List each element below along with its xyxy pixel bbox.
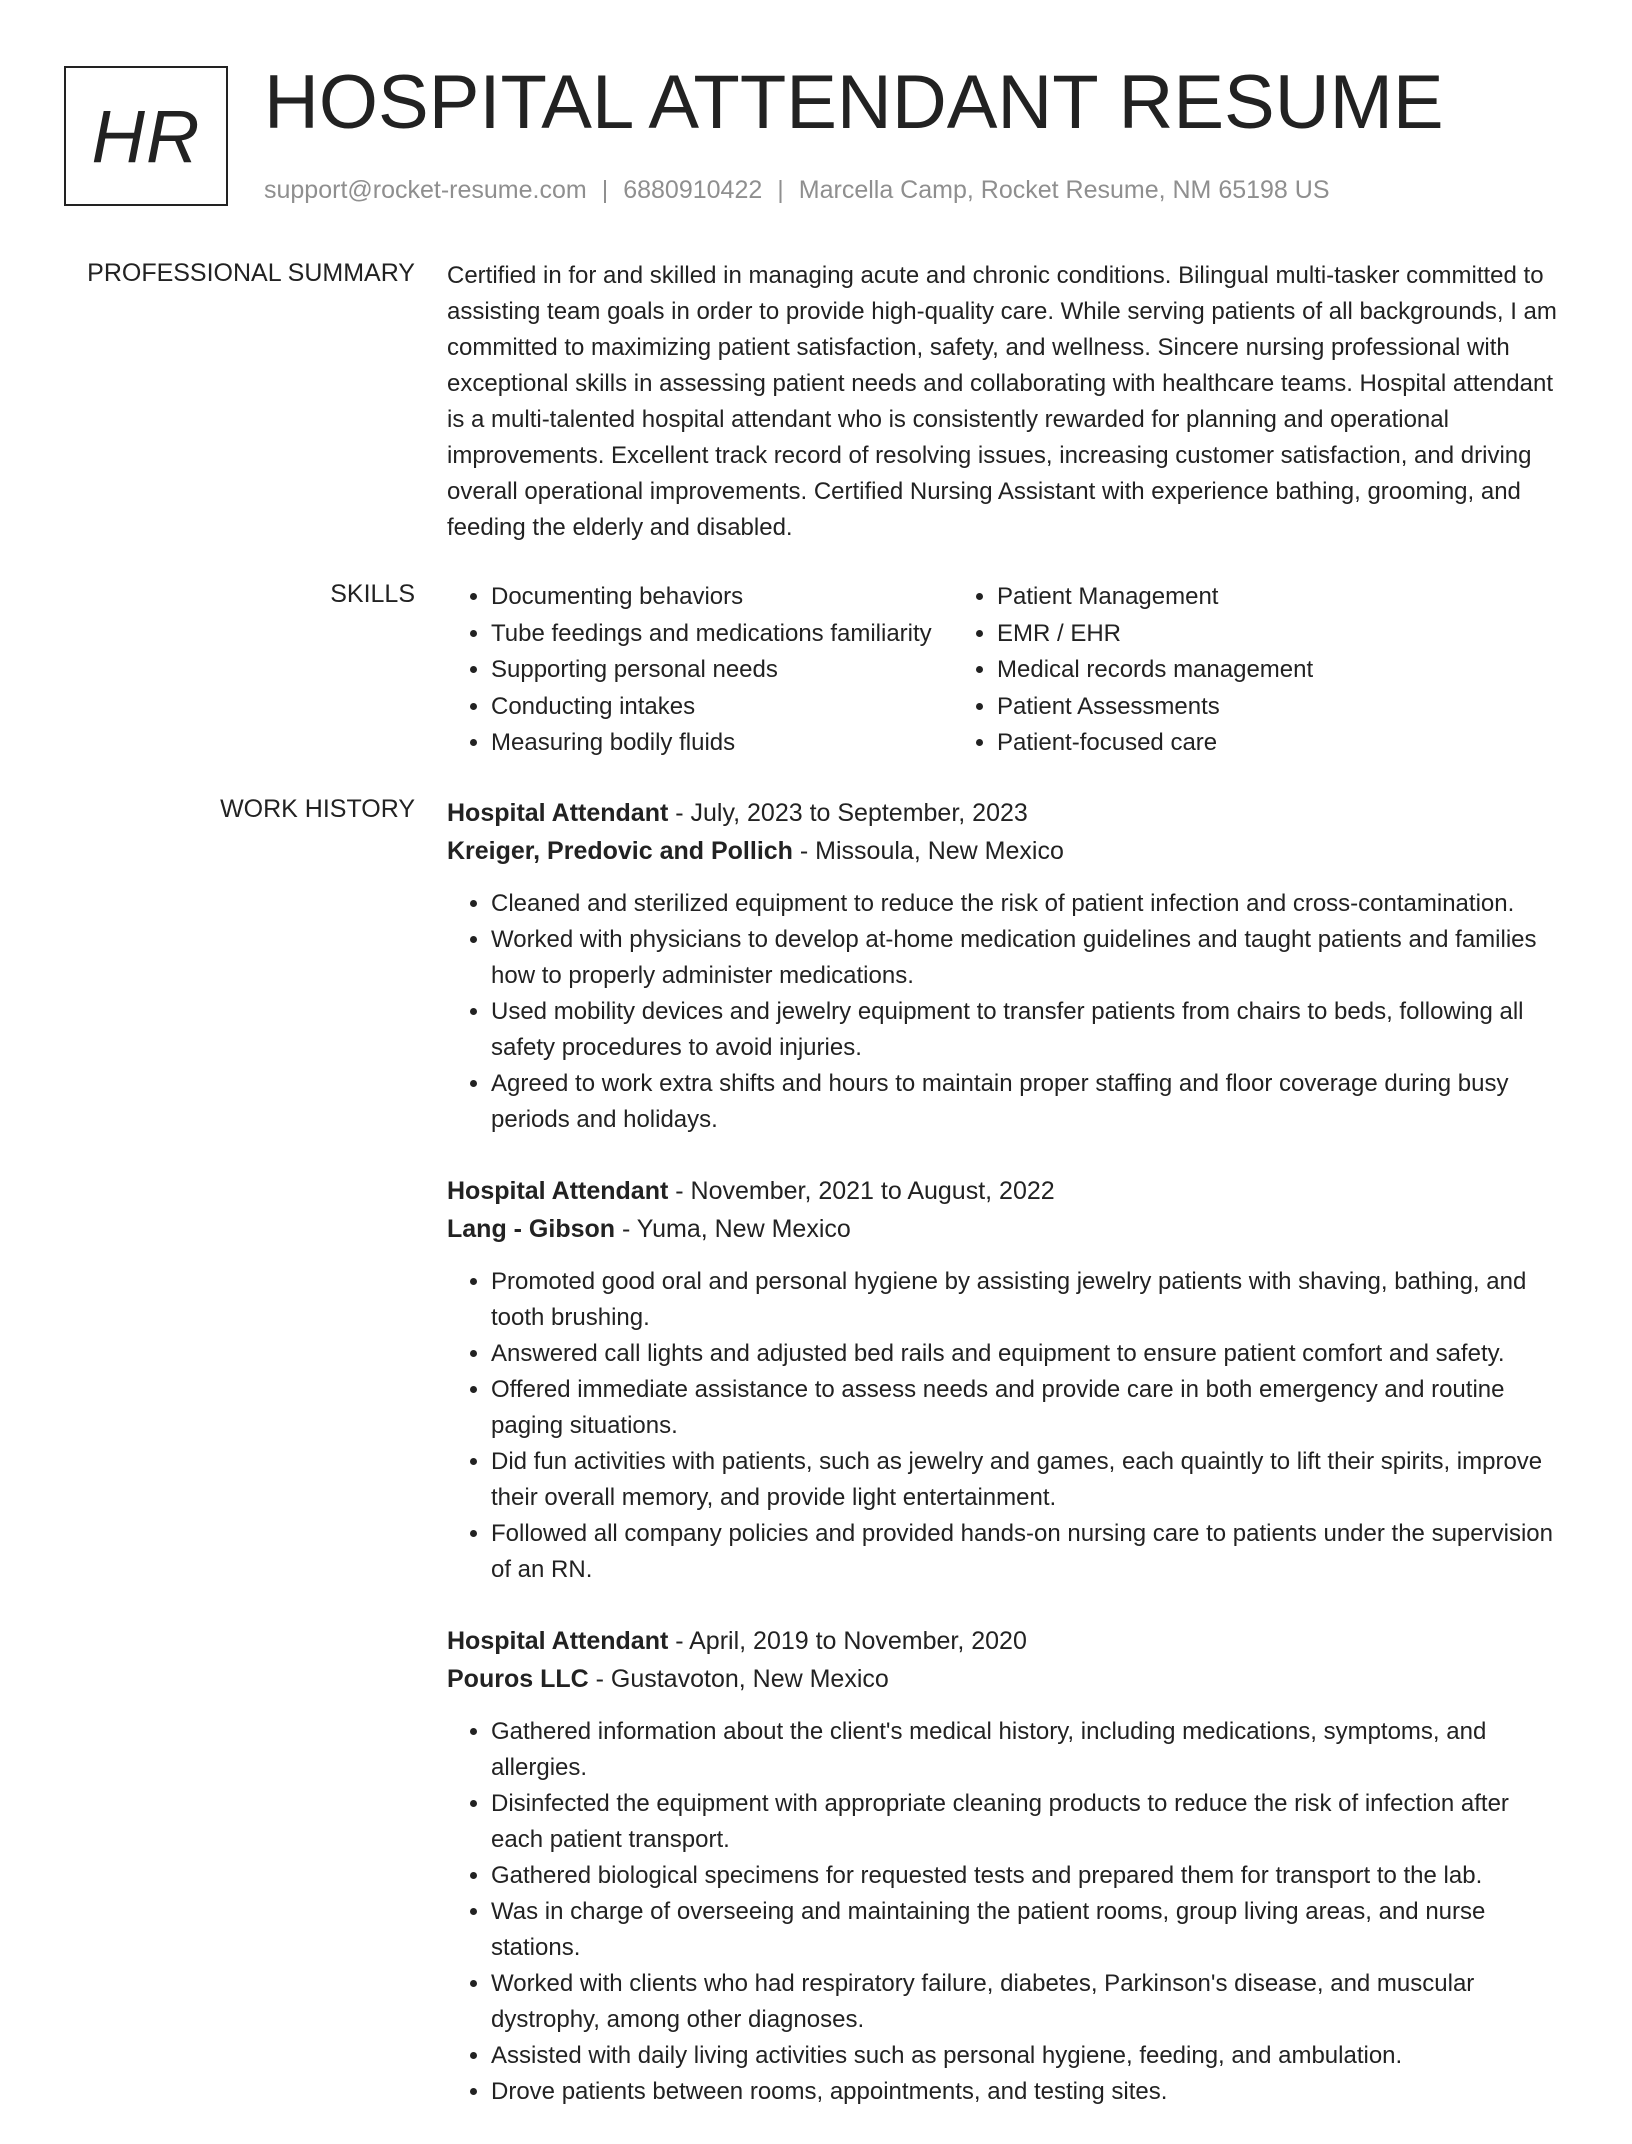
skill-item: • Tube feedings and medications familiarity [491, 616, 953, 653]
skill-item: • Measuring bodily fluids [491, 725, 953, 762]
job-bullet: • Offered immediate assistance to assess needs and provide care in both emergency and routine paging situations. [491, 1372, 1567, 1444]
job-company: Pouros LLC [447, 1665, 589, 1693]
contact-phone: 6880910422 [623, 176, 763, 204]
job-location: - Gustavoton, New Mexico [588, 1665, 889, 1693]
skill-item: • Documenting behaviors [491, 579, 953, 616]
job-bullet: • Agreed to work extra shifts and hours to maintain proper staffing and floor coverage during busy periods and holidays. [491, 1066, 1567, 1138]
skills-grid [447, 579, 1567, 762]
job-bullet: • Used mobility devices and jewelry equipment to transfer patients from chairs to beds, following all safety procedures to avoid injuries. [491, 994, 1567, 1066]
skill-item: • Patient Management [997, 579, 1313, 616]
contact-separator: | [601, 176, 609, 204]
job-entry [447, 794, 1567, 1138]
job-bullet: • Followed all company policies and provided hands-on nursing care to patients under the supervision of an RN. [491, 1516, 1567, 1588]
job-bullet-list [447, 1714, 1567, 2110]
job-title-line [447, 1622, 1567, 1660]
work-history-heading: WORK HISTORY [220, 795, 415, 823]
job-entry [447, 1172, 1567, 1588]
job-title: Hospital Attendant [447, 1177, 669, 1205]
resume-title: HOSPITAL ATTENDANT RESUME [264, 60, 1444, 145]
job-bullet: • Worked with physicians to develop at-home medication guidelines and taught patients and families how to properly administer medications. [491, 922, 1567, 994]
job-bullet-list [447, 886, 1567, 1138]
job-bullet: • Promoted good oral and personal hygiene by assisting jewelry patients with shaving, bathing, and tooth brushing. [491, 1264, 1567, 1336]
job-bullet: • Cleaned and sterilized equipment to reduce the risk of patient infection and cross-contamination. [491, 886, 1567, 922]
summary-body [447, 258, 1567, 546]
job-bullet: • Disinfected the equipment with appropriate cleaning products to reduce the risk of infection after each patient transport. [491, 1786, 1567, 1858]
job-bullet-list [447, 1264, 1567, 1588]
contact-separator: | [777, 176, 784, 204]
job-bullet: • Drove patients between rooms, appointments, and testing sites. [491, 2074, 1567, 2110]
contact-address: Marcella Camp, Rocket Resume, NM 65198 US [798, 176, 1330, 204]
skills-list-left [447, 579, 953, 762]
job-title: Hospital Attendant [447, 799, 669, 827]
job-entry [447, 1622, 1567, 2110]
contact-email: support@rocket-resume.com [264, 176, 587, 204]
skills-list-right [953, 579, 1313, 762]
job-bullet: • Was in charge of overseeing and maintaining the patient rooms, group living areas, and nurse stations. [491, 1894, 1567, 1966]
summary-heading: PROFESSIONAL SUMMARY [87, 259, 415, 287]
job-location: - Missoula, New Mexico [792, 837, 1064, 865]
skill-item: • EMR / EHR [997, 616, 1313, 653]
job-bullet: • Assisted with daily living activities such as personal hygiene, feeding, and ambulation. [491, 2038, 1567, 2074]
skill-item: • Patient-focused care [997, 725, 1313, 762]
job-title-line [447, 794, 1567, 832]
job-bullet: • Worked with clients who had respiratory failure, diabetes, Parkinson's disease, and muscular dystrophy, among other diagnoses. [491, 1966, 1567, 2038]
job-bullet: • Did fun activities with patients, such as jewelry and games, each quaintly to lift their spirits, improve their overall memory, and provide light entertainment. [491, 1444, 1567, 1516]
job-company: Kreiger, Predovic and Pollich [447, 837, 793, 865]
job-dates: - November, 2021 to August, 2022 [668, 1177, 1055, 1205]
job-bullet: • Answered call lights and adjusted bed rails and equipment to ensure patient comfort and safety. [491, 1336, 1567, 1372]
skill-item: • Patient Assessments [997, 689, 1313, 726]
job-title: Hospital Attendant [447, 1627, 669, 1655]
job-company-line [447, 1660, 1567, 1698]
monogram-text: HR [91, 94, 201, 178]
job-dates: - April, 2019 to November, 2020 [668, 1627, 1027, 1655]
job-location: - Yuma, New Mexico [615, 1215, 851, 1243]
job-bullet: • Gathered information about the client's medical history, including medications, symptoms, and allergies. [491, 1714, 1567, 1786]
job-company: Lang - Gibson [447, 1215, 616, 1243]
skills-body [447, 579, 1567, 762]
summary-text: Certified in for and skilled in managing acute and chronic conditions. Bilingual multi-tasker committed to assisting team goals in order to provide high-quality care. While serving patients of all backgrounds, I am committed to maximizing patient satisfaction, safety, and wellness. Sincere nursing professional with exceptional skills in assessing patient needs and collaborating with healthcare teams. Hospital attendant is a multi-talented hospital attendant who is consistently rewarded for planning and operational improvements. Excellent track record of resolving issues, increasing customer satisfaction, and driving overall operational improvements. Certified Nursing Assistant with experience bathing, grooming, and feeding the elderly and disabled. [447, 262, 1557, 541]
skill-item: • Medical records management [997, 652, 1313, 689]
contact-line [264, 176, 1330, 205]
job-bullet: • Gathered biological specimens for requested tests and prepared them for transport to the lab. [491, 1858, 1567, 1894]
work-history-body [447, 794, 1567, 2144]
job-dates: - July, 2023 to September, 2023 [668, 799, 1028, 827]
monogram-logo [64, 66, 228, 206]
job-company-line [447, 1210, 1567, 1248]
skill-item: • Conducting intakes [491, 689, 953, 726]
skills-heading: SKILLS [330, 580, 415, 608]
job-title-line [447, 1172, 1567, 1210]
skill-item: • Supporting personal needs [491, 652, 953, 689]
job-company-line [447, 832, 1567, 870]
